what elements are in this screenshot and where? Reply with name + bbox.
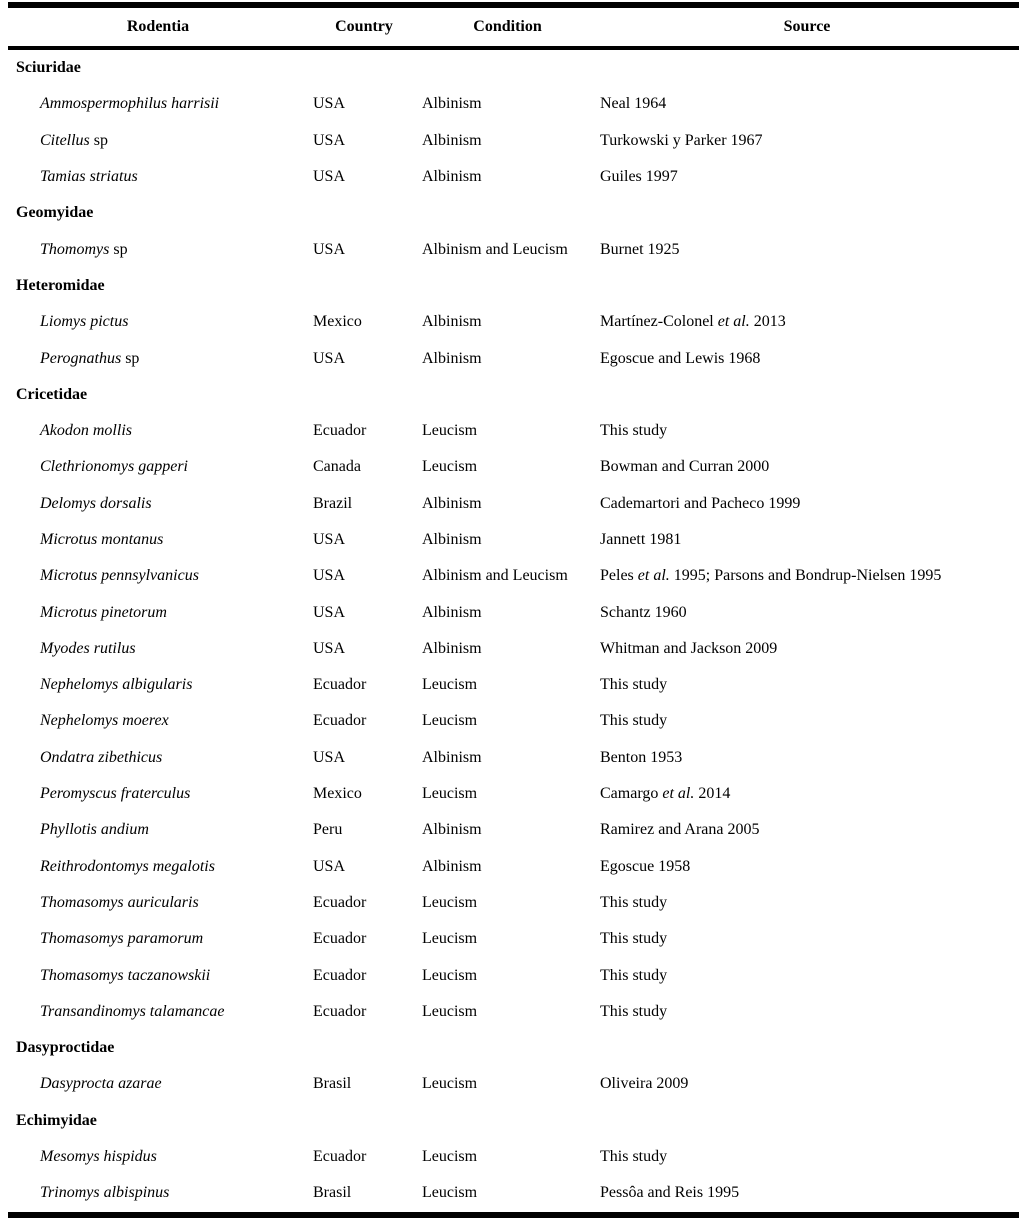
source-value: Egoscue and Lewis 1968 <box>600 349 761 367</box>
source-value: Camargo et al. 2014 <box>600 785 731 803</box>
condition-value: Leucism <box>422 893 478 911</box>
condition-value: Albinism <box>422 95 482 113</box>
table-row <box>8 994 1019 1030</box>
table-row <box>8 1139 1019 1175</box>
species-scientific-name: Nephelomys albigularis <box>40 676 193 694</box>
condition-value: Albinism <box>422 639 482 657</box>
table-row <box>8 776 1019 812</box>
condition-value: Albinism <box>422 531 482 548</box>
species-scientific-name: Ammospermophilus harrisii <box>40 95 220 113</box>
condition-value: Leucism <box>422 785 478 803</box>
family-row <box>8 1030 1019 1066</box>
species-name <box>8 1184 308 1202</box>
condition-value: Albinism <box>422 748 482 766</box>
table-row <box>8 340 1019 376</box>
species-scientific-name: Perognathus <box>40 349 122 367</box>
source-value: Schantz 1960 <box>600 603 687 621</box>
species-name <box>8 967 308 985</box>
table-header-row <box>8 8 1019 46</box>
source-value: This study <box>600 1148 668 1166</box>
table-row <box>8 486 1019 522</box>
species-name <box>8 785 308 803</box>
species-scientific-name: Nephelomys moerex <box>40 712 169 730</box>
table-row <box>8 522 1019 558</box>
species-name <box>8 676 308 694</box>
condition-value: Leucism <box>422 930 478 948</box>
header-condition: Condition <box>473 18 542 35</box>
species-scientific-name: Dasyprocta azarae <box>40 1075 162 1093</box>
condition-value: Leucism <box>422 1184 478 1202</box>
species-scientific-name: Clethrionomys gapperi <box>40 458 188 476</box>
source-value: Egoscue 1958 <box>600 857 691 875</box>
species-scientific-name: Ondatra zibethicus <box>40 748 163 766</box>
country-value: Ecuador <box>313 1148 367 1166</box>
source-value: This study <box>600 1002 668 1020</box>
species-name <box>8 821 308 839</box>
table-row <box>8 849 1019 885</box>
table-row <box>8 594 1019 630</box>
species-name <box>8 640 308 658</box>
species-scientific-name: Myodes rutilus <box>40 639 136 657</box>
source-value: Benton 1953 <box>600 748 683 766</box>
table-row <box>8 413 1019 449</box>
family-row <box>8 268 1019 304</box>
source-value: This study <box>600 712 668 730</box>
species-name <box>8 1075 308 1093</box>
table-row <box>8 740 1019 776</box>
source-value: Whitman and Jackson 2009 <box>600 639 778 657</box>
header-source: Source <box>783 18 831 35</box>
species-name <box>8 1003 308 1021</box>
country-value: Ecuador <box>313 930 367 948</box>
header-rodentia: Rodentia <box>126 18 190 35</box>
table-bottom-rule <box>8 1212 1019 1218</box>
source-value: Ramirez and Arana 2005 <box>600 821 760 839</box>
country-value: USA <box>313 95 346 113</box>
family-name: Sciuridae <box>16 59 81 77</box>
family-row <box>8 377 1019 413</box>
condition-value: Leucism <box>422 966 478 984</box>
species-name <box>8 168 308 186</box>
table-row <box>8 123 1019 159</box>
source-value: Jannett 1981 <box>600 531 682 548</box>
species-scientific-name: Thomomys <box>40 240 110 258</box>
species-name <box>8 422 308 440</box>
condition-value: Albinism <box>422 349 482 367</box>
family-name: Dasyproctidae <box>16 1039 115 1057</box>
family-name: Cricetidae <box>16 385 88 403</box>
species-scientific-name: Mesomys hispidus <box>40 1148 157 1166</box>
species-scientific-name: Phyllotis andium <box>40 821 149 839</box>
species-suffix: sp <box>109 240 128 258</box>
table-row <box>8 812 1019 848</box>
species-name <box>8 458 308 476</box>
table-row <box>8 703 1019 739</box>
species-name <box>8 930 308 948</box>
source-value: Burnet 1925 <box>600 240 680 258</box>
table-row <box>8 631 1019 667</box>
table-row <box>8 921 1019 957</box>
table-row <box>8 304 1019 340</box>
species-scientific-name: Thomasomys taczanowskii <box>40 966 211 984</box>
family-name: Geomyidae <box>16 204 94 222</box>
country-value: USA <box>313 168 346 186</box>
table-row <box>8 885 1019 921</box>
condition-value: Albinism <box>422 494 482 512</box>
country-value: USA <box>313 639 346 657</box>
condition-value: Leucism <box>422 422 478 440</box>
country-value: Mexico <box>313 313 362 331</box>
source-value: Cademartori and Pacheco 1999 <box>600 494 801 512</box>
species-name <box>8 858 308 876</box>
condition-value: Leucism <box>422 1002 478 1020</box>
species-scientific-name: Thomasomys auricularis <box>40 893 199 911</box>
table-row <box>8 159 1019 195</box>
condition-value: Albinism <box>422 131 482 149</box>
source-value: This study <box>600 676 668 694</box>
table-row <box>8 231 1019 267</box>
source-value: Oliveira 2009 <box>600 1075 689 1093</box>
table-body <box>8 50 1019 1212</box>
condition-value: Albinism <box>422 313 482 331</box>
species-suffix: sp <box>89 131 109 149</box>
table-row <box>8 1066 1019 1102</box>
family-name: Heteromidae <box>16 276 105 294</box>
species-scientific-name: Peromyscus fraterculus <box>40 785 191 803</box>
species-scientific-name: Liomys pictus <box>40 313 129 331</box>
condition-value: Albinism and Leucism <box>422 240 568 258</box>
country-value: USA <box>313 603 346 621</box>
country-value: Ecuador <box>313 966 367 984</box>
country-value: USA <box>313 857 346 875</box>
source-value: This study <box>600 893 668 911</box>
table-row <box>8 558 1019 594</box>
family-row <box>8 1103 1019 1139</box>
species-scientific-name: Thomasomys paramorum <box>40 930 204 948</box>
country-value: USA <box>313 240 346 258</box>
header-country: Country <box>335 18 393 35</box>
country-value: Ecuador <box>313 422 367 440</box>
country-value: Canada <box>313 458 361 476</box>
source-value: Martínez-Colonel et al. 2013 <box>600 313 786 331</box>
table-row <box>8 1175 1019 1211</box>
species-name <box>8 95 308 113</box>
species-name <box>8 749 308 767</box>
table-row <box>8 667 1019 703</box>
condition-value: Leucism <box>422 712 478 730</box>
species-name <box>8 604 308 622</box>
family-row <box>8 195 1019 231</box>
country-value: Peru <box>313 821 343 839</box>
country-value: USA <box>313 748 346 766</box>
species-scientific-name: Tamias striatus <box>40 168 138 186</box>
country-value: Ecuador <box>313 1002 367 1020</box>
species-scientific-name: Akodon mollis <box>40 422 132 440</box>
condition-value: Leucism <box>422 1148 478 1166</box>
country-value: Brazil <box>313 494 353 512</box>
condition-value: Albinism <box>422 821 482 839</box>
family-name: Echimyidae <box>16 1111 97 1129</box>
country-value: Mexico <box>313 785 362 803</box>
species-name <box>8 350 308 368</box>
source-value: Neal 1964 <box>600 95 667 113</box>
species-name <box>8 712 308 730</box>
species-scientific-name: Microtus montanus <box>40 531 164 548</box>
species-scientific-name: Microtus pinetorum <box>40 603 167 621</box>
species-scientific-name: Microtus pennsylvanicus <box>40 567 199 585</box>
species-name <box>8 241 308 259</box>
country-value: USA <box>313 349 346 367</box>
country-value: Ecuador <box>313 676 367 694</box>
source-value: This study <box>600 422 668 440</box>
condition-value: Albinism <box>422 603 482 621</box>
species-name <box>8 894 308 912</box>
species-scientific-name: Reithrodontomys megalotis <box>40 857 215 875</box>
source-value: This study <box>600 930 668 948</box>
species-scientific-name: Transandinomys talamancae <box>40 1002 225 1020</box>
table-row <box>8 957 1019 993</box>
family-row <box>8 50 1019 86</box>
source-value: Turkowski y Parker 1967 <box>600 131 763 149</box>
country-value: Ecuador <box>313 712 367 730</box>
source-value: Pessôa and Reis 1995 <box>600 1184 740 1202</box>
species-name <box>8 567 308 585</box>
species-name <box>8 132 308 150</box>
species-name <box>8 1148 308 1166</box>
species-name <box>8 531 308 549</box>
species-name <box>8 313 308 331</box>
country-value: USA <box>313 531 346 548</box>
source-value: Peles et al. 1995; Parsons and Bondrup-Nielsen 1995 <box>600 567 942 585</box>
condition-value: Albinism <box>422 857 482 875</box>
table-row <box>8 86 1019 122</box>
condition-value: Albinism and Leucism <box>422 567 568 585</box>
country-value: Ecuador <box>313 893 367 911</box>
species-suffix: sp <box>121 349 140 367</box>
condition-value: Albinism <box>422 168 482 186</box>
source-value: Bowman and Curran 2000 <box>600 458 770 476</box>
country-value: USA <box>313 131 346 149</box>
source-value: This study <box>600 966 668 984</box>
country-value: USA <box>313 567 346 585</box>
country-value: Brasil <box>313 1075 352 1093</box>
species-scientific-name: Trinomys albispinus <box>40 1184 170 1202</box>
table-row <box>8 449 1019 485</box>
condition-value: Leucism <box>422 1075 478 1093</box>
condition-value: Leucism <box>422 676 478 694</box>
source-value: Guiles 1997 <box>600 168 678 186</box>
species-name <box>8 495 308 513</box>
species-scientific-name: Delomys dorsalis <box>40 494 152 512</box>
country-value: Brasil <box>313 1184 352 1202</box>
condition-value: Leucism <box>422 458 478 476</box>
species-scientific-name: Citellus <box>40 131 90 149</box>
